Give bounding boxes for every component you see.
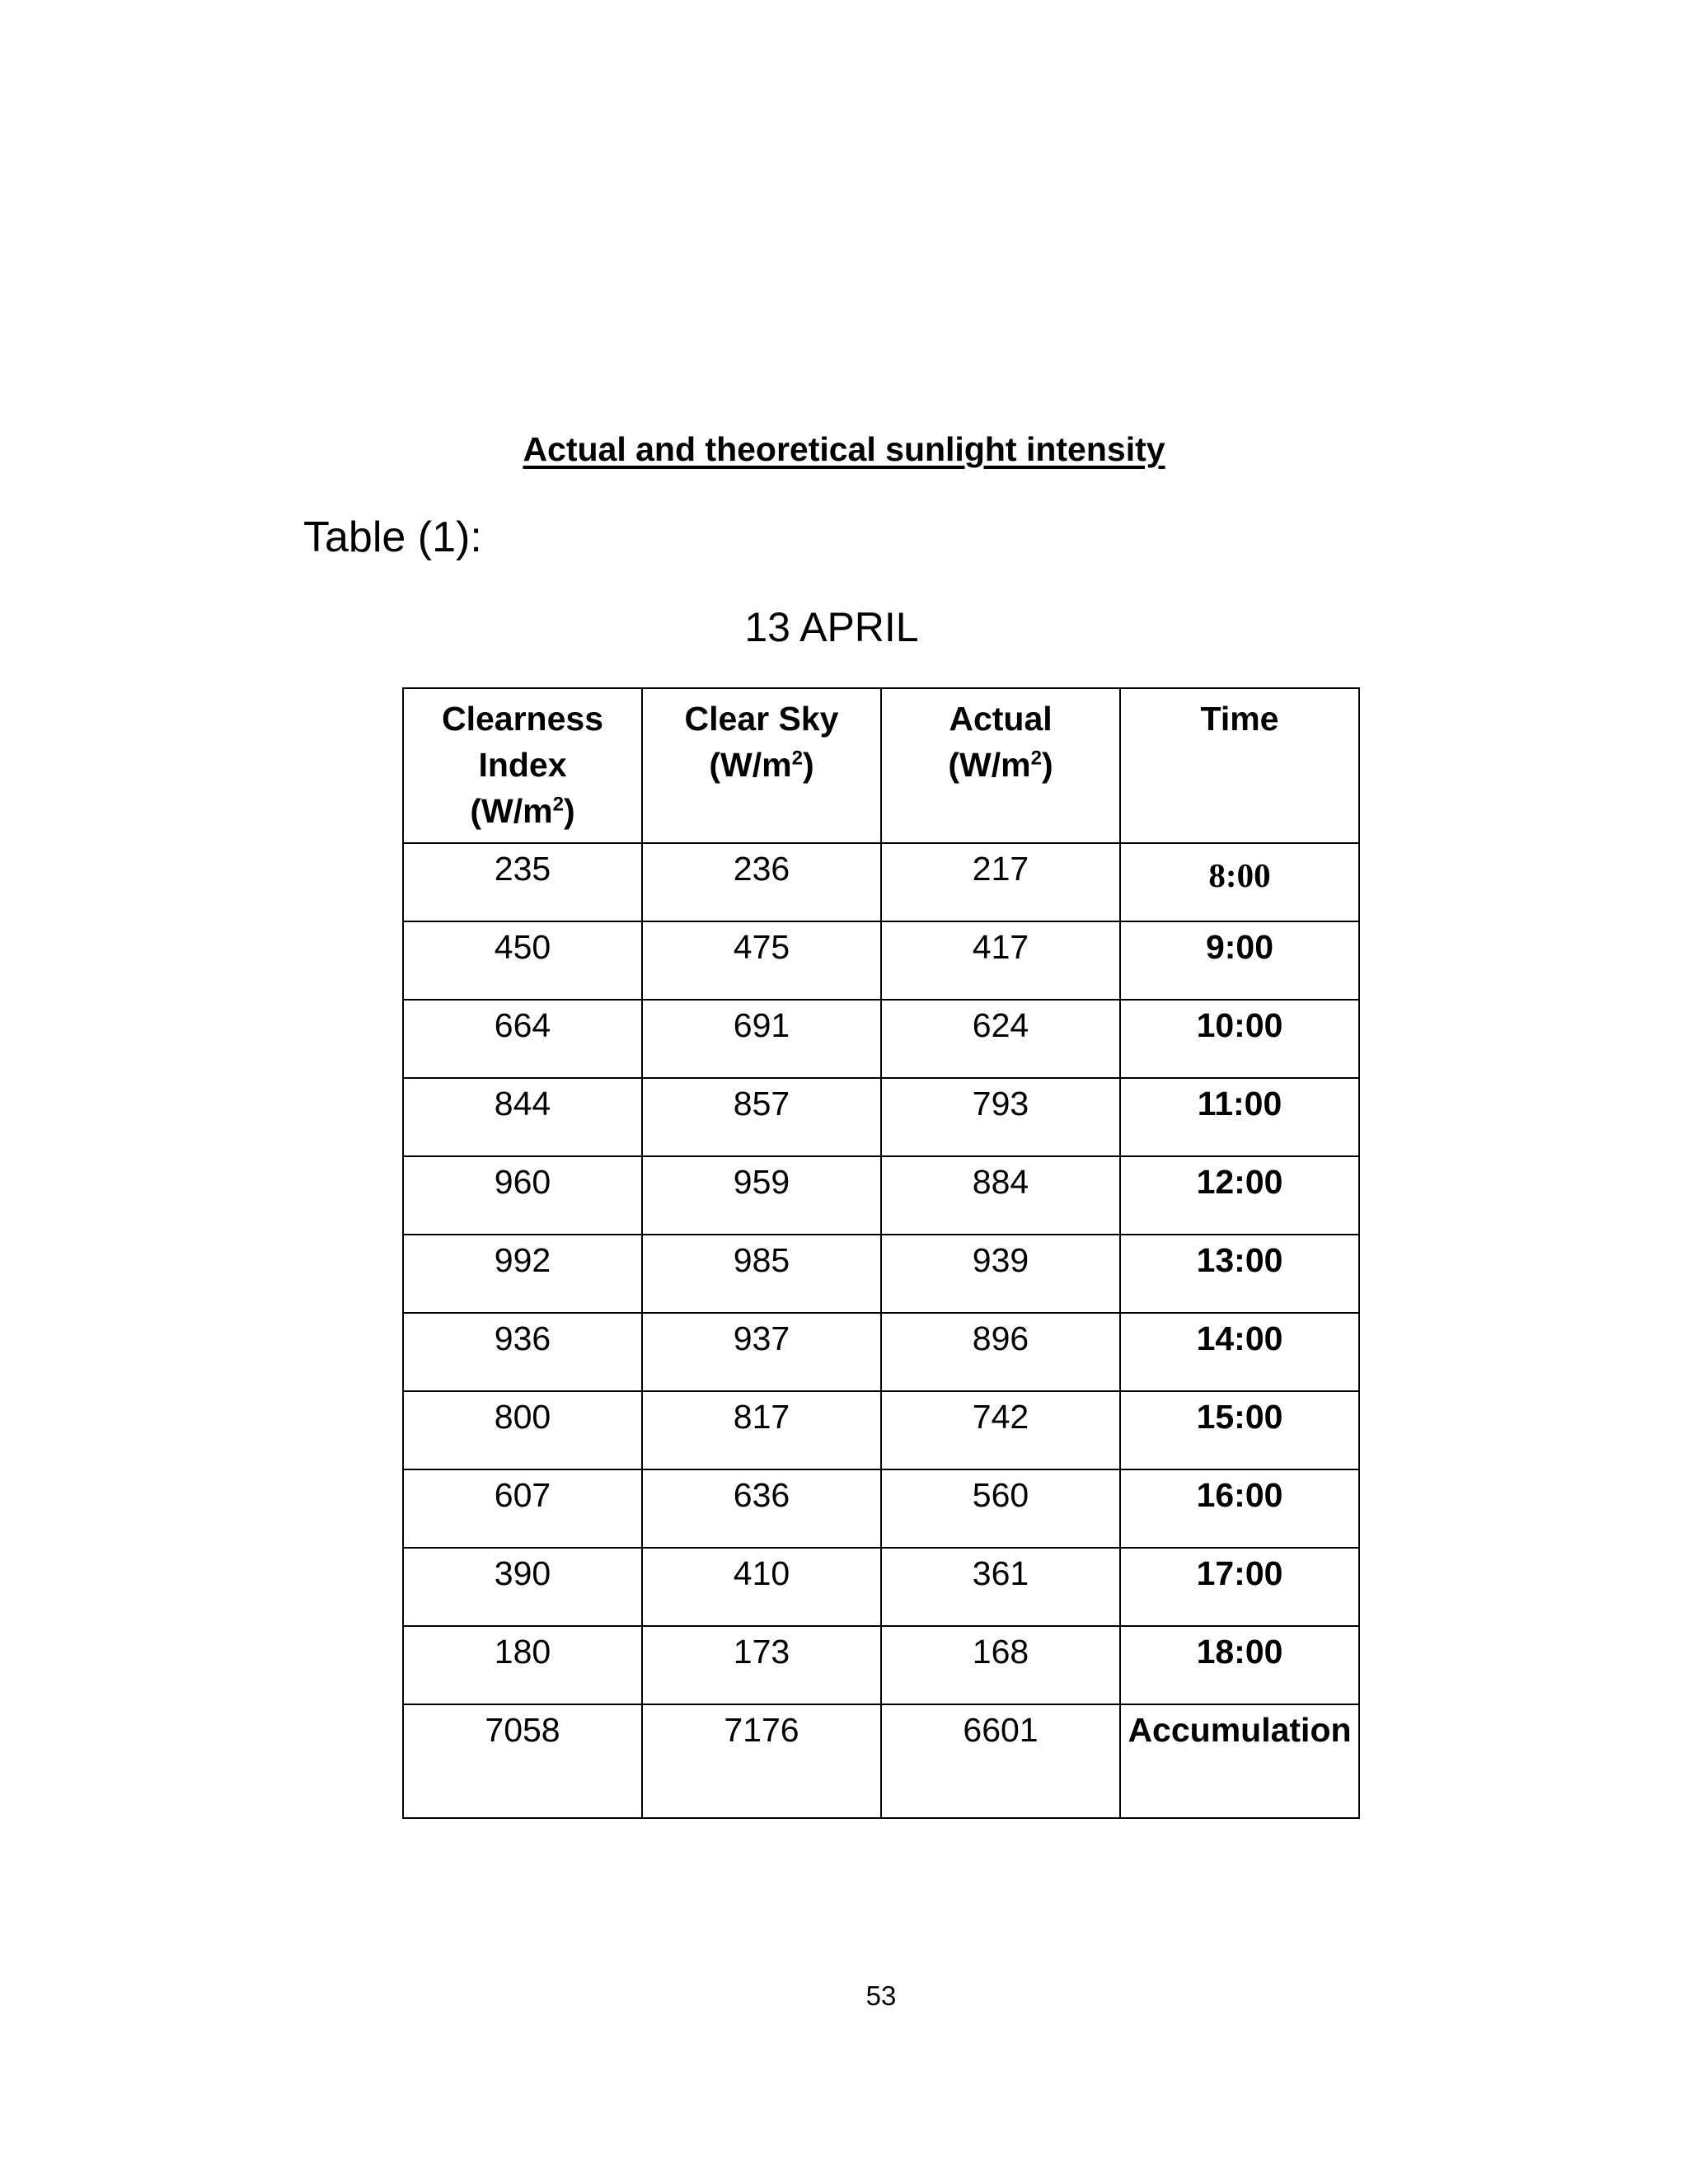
page-title: Actual and theoretical sunlight intensity	[523, 430, 1165, 468]
cell-time: 14:00	[1120, 1313, 1359, 1391]
header-clearness-index	[403, 688, 642, 843]
header-clearness-unit: $(W/m^2)$	[470, 792, 575, 830]
date-label: 13 APRIL	[744, 604, 919, 650]
cell-clearness-index: 7058	[403, 1704, 642, 1818]
table-row	[403, 1235, 1359, 1313]
cell-actual: 793	[881, 1078, 1120, 1156]
cell-clear-sky: 985	[642, 1235, 881, 1313]
table-row	[403, 1000, 1359, 1078]
cell-clearness-index: 180	[403, 1626, 642, 1704]
cell-clear-sky: 857	[642, 1078, 881, 1156]
header-clear-sky-line1: Clear Sky	[684, 700, 839, 738]
cell-clearness-index: 844	[403, 1078, 642, 1156]
cell-time: 16:00	[1120, 1469, 1359, 1548]
cell-clear-sky: 236	[642, 843, 881, 921]
cell-clearness-index: 992	[403, 1235, 642, 1313]
cell-actual: 417	[881, 921, 1120, 1000]
cell-time: 8:00	[1120, 843, 1359, 921]
cell-clearness-index: 960	[403, 1156, 642, 1235]
table-row	[403, 1704, 1359, 1818]
cell-clearness-index: 607	[403, 1469, 642, 1548]
cell-clear-sky: 7176	[642, 1704, 881, 1818]
table-header-row	[403, 688, 1359, 843]
cell-clear-sky: 817	[642, 1391, 881, 1469]
cell-actual: 361	[881, 1548, 1120, 1626]
cell-actual: 560	[881, 1469, 1120, 1548]
table-row	[403, 1391, 1359, 1469]
cell-time: 11:00	[1120, 1078, 1359, 1156]
cell-clearness-index: 664	[403, 1000, 642, 1078]
header-actual	[881, 688, 1120, 843]
header-actual-line1: Actual	[949, 700, 1053, 738]
table-row	[403, 921, 1359, 1000]
cell-clear-sky: 636	[642, 1469, 881, 1548]
table-row	[403, 1469, 1359, 1548]
cell-clear-sky: 691	[642, 1000, 881, 1078]
cell-time: 13:00	[1120, 1235, 1359, 1313]
table-row	[403, 1626, 1359, 1704]
table-row	[403, 1078, 1359, 1156]
cell-actual: 217	[881, 843, 1120, 921]
cell-clearness-index: 235	[403, 843, 642, 921]
cell-clearness-index: 800	[403, 1391, 642, 1469]
cell-time: 17:00	[1120, 1548, 1359, 1626]
cell-actual: 6601	[881, 1704, 1120, 1818]
header-clearness-line2: Index	[478, 746, 567, 784]
header-actual-unit: $(W/m^2)$	[948, 746, 1053, 784]
table-row	[403, 1548, 1359, 1626]
cell-actual: 624	[881, 1000, 1120, 1078]
cell-clearness-index: 450	[403, 921, 642, 1000]
header-clear-sky-unit: $(W/m^2)$	[709, 746, 814, 784]
cell-time: Accumulation	[1120, 1704, 1359, 1818]
cell-clear-sky: 475	[642, 921, 881, 1000]
cell-actual: 742	[881, 1391, 1120, 1469]
cell-time: 10:00	[1120, 1000, 1359, 1078]
table-row	[403, 1156, 1359, 1235]
cell-clearness-index: 390	[403, 1548, 642, 1626]
cell-actual: 896	[881, 1313, 1120, 1391]
header-time	[1120, 688, 1359, 843]
cell-time: 9:00	[1120, 921, 1359, 1000]
header-time-line1: Time	[1200, 700, 1279, 738]
page-number: 53	[865, 1980, 897, 2011]
sunlight-intensity-table	[402, 687, 1360, 1819]
cell-time: 12:00	[1120, 1156, 1359, 1235]
cell-time: 18:00	[1120, 1626, 1359, 1704]
cell-clear-sky: 173	[642, 1626, 881, 1704]
table-row	[403, 843, 1359, 921]
header-clear-sky	[642, 688, 881, 843]
cell-actual: 884	[881, 1156, 1120, 1235]
cell-clear-sky: 959	[642, 1156, 881, 1235]
cell-actual: 168	[881, 1626, 1120, 1704]
table-body	[403, 843, 1359, 1818]
cell-clearness-index: 936	[403, 1313, 642, 1391]
table-row	[403, 1313, 1359, 1391]
cell-time: 15:00	[1120, 1391, 1359, 1469]
cell-clear-sky: 410	[642, 1548, 881, 1626]
header-clearness-line1: Clearness	[441, 700, 603, 738]
table-caption: Table (1):	[303, 513, 482, 561]
cell-clear-sky: 937	[642, 1313, 881, 1391]
cell-actual: 939	[881, 1235, 1120, 1313]
